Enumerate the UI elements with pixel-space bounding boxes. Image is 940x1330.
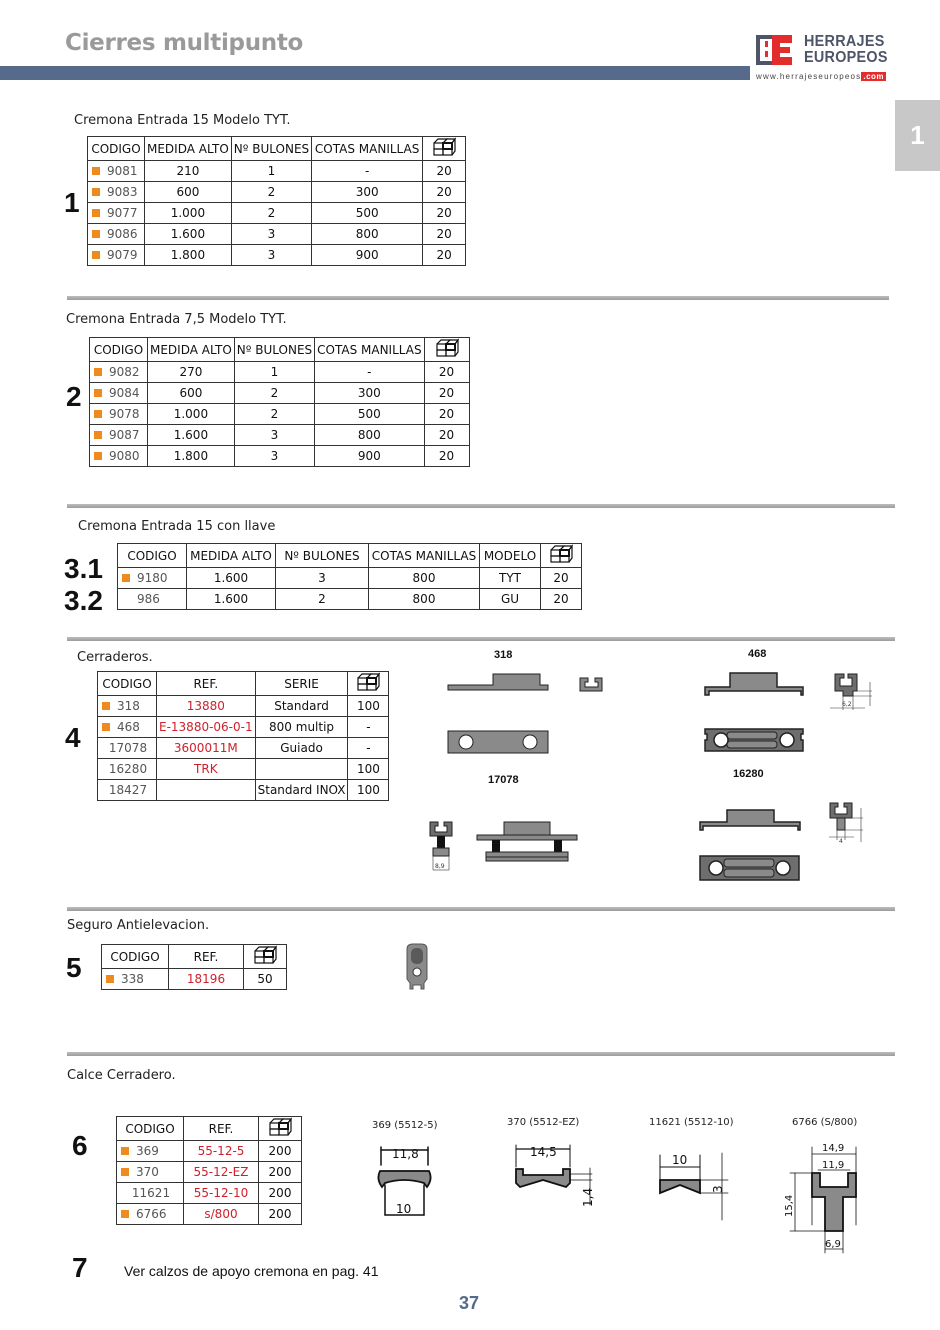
table-row bbox=[98, 696, 389, 717]
cell: 1.600 bbox=[187, 589, 276, 610]
dim-370-height: 1,4 bbox=[581, 1187, 595, 1207]
cell-code bbox=[102, 969, 169, 990]
code-value: 17078 bbox=[108, 741, 148, 755]
cell-code bbox=[90, 383, 148, 404]
col-header: Nº BULONES bbox=[276, 544, 369, 568]
cell-code bbox=[90, 404, 148, 425]
code-value: 9079 bbox=[107, 248, 138, 262]
table-row bbox=[88, 203, 466, 224]
section-4-title: Cerraderos. bbox=[77, 650, 153, 665]
cell: - bbox=[348, 717, 389, 738]
cell-code bbox=[118, 568, 187, 589]
cell-code bbox=[90, 362, 148, 383]
col-header: CODIGO bbox=[90, 338, 148, 362]
page-title: Cierres multipunto bbox=[65, 30, 304, 56]
section-divider bbox=[67, 296, 889, 300]
table-row bbox=[98, 780, 389, 801]
cell-code bbox=[117, 1141, 184, 1162]
profile-label-11621: 11621 (5512-10) bbox=[649, 1117, 734, 1128]
cell bbox=[255, 759, 348, 780]
striker-468-profile-drawing bbox=[830, 674, 872, 710]
cell-code bbox=[117, 1204, 184, 1225]
cell-ref: 55-12-EZ bbox=[184, 1162, 259, 1183]
dim-6766-inner: 11,9 bbox=[822, 1160, 845, 1171]
col-header: MEDIDA ALTO bbox=[148, 338, 235, 362]
bullet-icon bbox=[92, 209, 100, 217]
dim-17078: 8,9 bbox=[435, 863, 445, 870]
profile-11621-drawing bbox=[660, 1153, 728, 1220]
cell: 2 bbox=[234, 404, 314, 425]
table-header-row bbox=[102, 945, 287, 969]
table-header-row bbox=[98, 672, 389, 696]
cell: 2 bbox=[276, 589, 369, 610]
package-boxes-icon bbox=[432, 137, 456, 160]
cell-code bbox=[117, 1162, 184, 1183]
col-header: CODIGO bbox=[102, 945, 169, 969]
table-row bbox=[98, 759, 389, 780]
cell-ref: 18196 bbox=[169, 969, 244, 990]
section-1-title: Cremona Entrada 15 Modelo TYT. bbox=[74, 113, 291, 128]
striker-468-top-drawing bbox=[705, 729, 803, 751]
code-value: 9180 bbox=[137, 571, 168, 585]
cell: 1 bbox=[234, 362, 314, 383]
cell: 3 bbox=[234, 446, 314, 467]
section-6-title: Calce Cerradero. bbox=[67, 1068, 176, 1083]
code-value: 9086 bbox=[107, 227, 138, 241]
table-row bbox=[117, 1183, 302, 1204]
cell: 50 bbox=[244, 969, 287, 990]
cell: - bbox=[348, 738, 389, 759]
code-value: 9080 bbox=[109, 449, 140, 463]
col-header: CODIGO bbox=[98, 672, 157, 696]
cell: 200 bbox=[259, 1162, 302, 1183]
striker-318-profile-drawing bbox=[580, 678, 602, 691]
col-header-box bbox=[244, 945, 287, 969]
page-number: 37 bbox=[459, 1293, 480, 1313]
code-value: 468 bbox=[117, 720, 140, 734]
cell-ref bbox=[157, 780, 256, 801]
code-value: 338 bbox=[121, 972, 144, 986]
striker-16280-side-drawing bbox=[700, 810, 800, 830]
section-2-table bbox=[89, 337, 470, 467]
table-row bbox=[90, 425, 470, 446]
table-row bbox=[88, 161, 466, 182]
cell: 800 bbox=[315, 425, 424, 446]
section-4-number: 4 bbox=[65, 722, 81, 753]
bullet-icon bbox=[102, 723, 110, 731]
striker-468-side-drawing bbox=[705, 673, 803, 695]
cell: 270 bbox=[148, 362, 235, 383]
bullet-icon bbox=[102, 702, 110, 710]
bullet-icon bbox=[121, 1210, 129, 1218]
bullet-icon bbox=[94, 410, 102, 418]
col-header-box bbox=[259, 1117, 302, 1141]
cell: - bbox=[315, 362, 424, 383]
code-value: 370 bbox=[136, 1165, 159, 1179]
cell-ref: 3600011M bbox=[157, 738, 256, 759]
cell: Standard bbox=[255, 696, 348, 717]
col-header: MODELO bbox=[480, 544, 541, 568]
cell-code bbox=[98, 759, 157, 780]
bullet-icon bbox=[92, 230, 100, 238]
bullet-icon bbox=[92, 188, 100, 196]
cell: 20 bbox=[423, 182, 466, 203]
dim-6766-height: 15,4 bbox=[784, 1194, 795, 1217]
cell: 3 bbox=[231, 224, 311, 245]
bullet-icon bbox=[122, 574, 130, 582]
cell: 20 bbox=[424, 383, 469, 404]
bullet-icon bbox=[94, 452, 102, 460]
cell: 200 bbox=[259, 1183, 302, 1204]
striker-318-side-drawing bbox=[448, 674, 548, 690]
striker-16280-top-drawing bbox=[700, 856, 799, 880]
cell: 500 bbox=[315, 404, 424, 425]
shim-profiles-drawing bbox=[360, 1135, 880, 1260]
profile-6766-drawing bbox=[784, 1143, 856, 1253]
cell: 1.600 bbox=[148, 425, 235, 446]
code-value: 9083 bbox=[107, 185, 138, 199]
col-header: Nº BULONES bbox=[234, 338, 314, 362]
section-1-number: 1 bbox=[64, 187, 80, 218]
dim-468: 6,2 bbox=[842, 701, 852, 708]
bullet-icon bbox=[92, 251, 100, 259]
profile-label-370: 370 (5512-EZ) bbox=[507, 1117, 580, 1128]
package-boxes-icon bbox=[549, 544, 573, 567]
table-row bbox=[88, 245, 466, 266]
col-header: MEDIDA ALTO bbox=[145, 137, 232, 161]
code-value: 6766 bbox=[136, 1207, 167, 1221]
code-value: 9084 bbox=[109, 386, 140, 400]
cell: 600 bbox=[145, 182, 232, 203]
col-header: MEDIDA ALTO bbox=[187, 544, 276, 568]
cell: 2 bbox=[231, 182, 311, 203]
section-3-title: Cremona Entrada 15 con llave bbox=[78, 519, 276, 534]
cell: 20 bbox=[424, 425, 469, 446]
cell: Guiado bbox=[255, 738, 348, 759]
logo-url-domain: www.herrajeseuropeos bbox=[756, 72, 862, 81]
code-value: 9077 bbox=[107, 206, 138, 220]
col-header: REF. bbox=[157, 672, 256, 696]
drawing-label-17078: 17078 bbox=[488, 774, 519, 786]
cell-code bbox=[90, 425, 148, 446]
section-6-table bbox=[116, 1116, 302, 1225]
section-divider bbox=[67, 1052, 895, 1056]
cell: 200 bbox=[259, 1141, 302, 1162]
col-header: REF. bbox=[184, 1117, 259, 1141]
cell: 300 bbox=[315, 383, 424, 404]
code-value: 986 bbox=[137, 592, 160, 606]
section-2-number: 2 bbox=[66, 381, 82, 412]
cell-code bbox=[98, 738, 157, 759]
dim-6766-outer: 14,9 bbox=[822, 1143, 845, 1154]
cell: 20 bbox=[423, 203, 466, 224]
table-header-row bbox=[90, 338, 470, 362]
cell: 20 bbox=[541, 568, 582, 589]
col-header-box bbox=[348, 672, 389, 696]
section-1-table bbox=[87, 136, 466, 266]
footnote-text: Ver calzos de apoyo cremona en pag. 41 bbox=[124, 1263, 379, 1279]
cell-code bbox=[88, 182, 145, 203]
table-row bbox=[102, 969, 287, 990]
table-row bbox=[118, 589, 582, 610]
cell: 200 bbox=[259, 1204, 302, 1225]
cell: 2 bbox=[231, 203, 311, 224]
logo-mark-icon bbox=[756, 35, 792, 65]
footnote-number: 7 bbox=[72, 1252, 88, 1283]
cell: 600 bbox=[148, 383, 235, 404]
bullet-icon bbox=[106, 975, 114, 983]
cell: GU bbox=[480, 589, 541, 610]
code-value: 9081 bbox=[107, 164, 138, 178]
cell: 100 bbox=[348, 759, 389, 780]
striker-17078-profile-drawing bbox=[430, 822, 452, 870]
cell: 20 bbox=[424, 404, 469, 425]
cell: 800 multip bbox=[255, 717, 348, 738]
section-4-table bbox=[97, 671, 389, 801]
logo-url bbox=[756, 72, 886, 81]
cell-code bbox=[98, 696, 157, 717]
cell: TYT bbox=[480, 568, 541, 589]
cell: 3 bbox=[231, 245, 311, 266]
header-bar bbox=[0, 66, 750, 80]
bullet-icon bbox=[94, 389, 102, 397]
drawing-label-468: 468 bbox=[748, 648, 767, 660]
cell: 800 bbox=[369, 568, 480, 589]
cell: 20 bbox=[423, 161, 466, 182]
code-value: 16280 bbox=[108, 762, 148, 776]
cell-ref: 13880 bbox=[157, 696, 256, 717]
table-row bbox=[90, 446, 470, 467]
col-header-box bbox=[424, 338, 469, 362]
logo-line-2: EUROPEOS bbox=[804, 49, 888, 66]
code-value: 11621 bbox=[131, 1186, 171, 1200]
anti-lift-lock-image bbox=[404, 943, 430, 991]
striker-17078-side-drawing bbox=[477, 822, 577, 861]
section-3-1-number: 3.1 bbox=[64, 553, 103, 584]
cell-ref: 55-12-10 bbox=[184, 1183, 259, 1204]
bullet-icon bbox=[94, 368, 102, 376]
profile-label-6766: 6766 (S/800) bbox=[792, 1117, 858, 1128]
brand-logo[interactable] bbox=[756, 34, 896, 84]
col-header: SERIE bbox=[255, 672, 348, 696]
table-row bbox=[90, 404, 470, 425]
cell-ref: 55-12-5 bbox=[184, 1141, 259, 1162]
cell-code bbox=[88, 203, 145, 224]
cell: 800 bbox=[312, 224, 423, 245]
cell: 900 bbox=[312, 245, 423, 266]
profile-369-drawing bbox=[378, 1147, 430, 1216]
table-row bbox=[117, 1162, 302, 1183]
bullet-icon bbox=[121, 1168, 129, 1176]
code-value: 9078 bbox=[109, 407, 140, 421]
col-header: COTAS MANILLAS bbox=[312, 137, 423, 161]
cell: 1 bbox=[231, 161, 311, 182]
cell-code bbox=[98, 717, 157, 738]
dim-370-width: 14,5 bbox=[530, 1145, 557, 1159]
bullet-spacer bbox=[122, 595, 130, 603]
cell-code bbox=[88, 224, 145, 245]
cell: 100 bbox=[348, 780, 389, 801]
table-row bbox=[88, 224, 466, 245]
col-header: Nº BULONES bbox=[231, 137, 311, 161]
cell-ref: TRK bbox=[157, 759, 256, 780]
cell: 1.000 bbox=[145, 203, 232, 224]
cell: 1.800 bbox=[148, 446, 235, 467]
table-row bbox=[90, 383, 470, 404]
col-header: CODIGO bbox=[88, 137, 145, 161]
col-header-box bbox=[541, 544, 582, 568]
dim-369-bottom: 10 bbox=[396, 1202, 412, 1216]
cell: 1.800 bbox=[145, 245, 232, 266]
table-header-row bbox=[88, 137, 466, 161]
section-3-2-number: 3.2 bbox=[64, 585, 103, 616]
section-divider bbox=[67, 637, 895, 641]
cell-code bbox=[98, 780, 157, 801]
cell: 20 bbox=[423, 245, 466, 266]
bullet-icon bbox=[94, 431, 102, 439]
col-header: COTAS MANILLAS bbox=[369, 544, 480, 568]
table-row bbox=[118, 568, 582, 589]
section-6-number: 6 bbox=[72, 1130, 88, 1161]
cell-code bbox=[118, 589, 187, 610]
code-value: 318 bbox=[117, 699, 140, 713]
package-boxes-icon bbox=[356, 672, 380, 695]
dim-369-width: 11,8 bbox=[392, 1147, 419, 1161]
profile-370-drawing bbox=[516, 1145, 595, 1207]
cell: 2 bbox=[234, 383, 314, 404]
bullet-icon bbox=[121, 1147, 129, 1155]
logo-line-1: HERRAJES bbox=[804, 33, 885, 50]
package-boxes-icon bbox=[253, 945, 277, 968]
table-row bbox=[117, 1204, 302, 1225]
section-divider bbox=[67, 504, 895, 508]
table-header-row bbox=[118, 544, 582, 568]
cell: 500 bbox=[312, 203, 423, 224]
cell: 3 bbox=[276, 568, 369, 589]
package-boxes-icon bbox=[268, 1117, 292, 1140]
cell-ref: E-13880-06-0-1 bbox=[157, 717, 256, 738]
section-5-number: 5 bbox=[66, 952, 82, 983]
cell: 20 bbox=[541, 589, 582, 610]
col-header: REF. bbox=[169, 945, 244, 969]
logo-url-tld: .com bbox=[863, 72, 885, 81]
table-row bbox=[98, 717, 389, 738]
section-divider bbox=[67, 907, 895, 911]
cell: - bbox=[312, 161, 423, 182]
table-row bbox=[88, 182, 466, 203]
cerraderos-drawings bbox=[420, 660, 900, 890]
cell: 210 bbox=[145, 161, 232, 182]
table-header-row bbox=[117, 1117, 302, 1141]
cell-code bbox=[88, 245, 145, 266]
code-value: 9082 bbox=[109, 365, 140, 379]
section-2-title: Cremona Entrada 7,5 Modelo TYT. bbox=[66, 312, 287, 327]
cell-code bbox=[88, 161, 145, 182]
logo-text bbox=[804, 34, 888, 66]
cell: 900 bbox=[315, 446, 424, 467]
col-header: COTAS MANILLAS bbox=[315, 338, 424, 362]
profile-label-369: 369 (5512-5) bbox=[372, 1120, 438, 1131]
table-row bbox=[117, 1141, 302, 1162]
cell-code bbox=[90, 446, 148, 467]
dim-11621-width: 10 bbox=[672, 1153, 688, 1167]
drawing-label-16280: 16280 bbox=[733, 768, 764, 780]
package-boxes-icon bbox=[435, 338, 459, 361]
table-row bbox=[90, 362, 470, 383]
cell: 1.000 bbox=[148, 404, 235, 425]
cell: 20 bbox=[423, 224, 466, 245]
table-row bbox=[98, 738, 389, 759]
cell: Standard INOX bbox=[255, 780, 348, 801]
col-header: CODIGO bbox=[117, 1117, 184, 1141]
drawing-label-318: 318 bbox=[494, 649, 513, 661]
section-3-table bbox=[117, 543, 582, 610]
striker-16280-profile-drawing bbox=[829, 803, 863, 845]
cell: 20 bbox=[424, 362, 469, 383]
striker-318-top-drawing bbox=[448, 731, 548, 753]
section-5-table bbox=[101, 944, 287, 990]
code-value: 9087 bbox=[109, 428, 140, 442]
cell: 3 bbox=[234, 425, 314, 446]
cell: 100 bbox=[348, 696, 389, 717]
cell-code bbox=[117, 1183, 184, 1204]
cell: 300 bbox=[312, 182, 423, 203]
cell: 20 bbox=[424, 446, 469, 467]
dim-11621-height: 3 bbox=[711, 1185, 725, 1193]
code-value: 369 bbox=[136, 1144, 159, 1158]
dim-6766-stem: 6,9 bbox=[825, 1239, 841, 1250]
col-header-box bbox=[423, 137, 466, 161]
cell-ref: s/800 bbox=[184, 1204, 259, 1225]
cell: 1.600 bbox=[187, 568, 276, 589]
dim-16280: 4 bbox=[839, 838, 843, 845]
cell: 1.600 bbox=[145, 224, 232, 245]
code-value: 18427 bbox=[108, 783, 148, 797]
section-5-title: Seguro Antielevacion. bbox=[67, 918, 210, 933]
col-header: CODIGO bbox=[118, 544, 187, 568]
cell: 800 bbox=[369, 589, 480, 610]
chapter-tab[interactable]: 1 bbox=[895, 100, 940, 171]
bullet-icon bbox=[92, 167, 100, 175]
